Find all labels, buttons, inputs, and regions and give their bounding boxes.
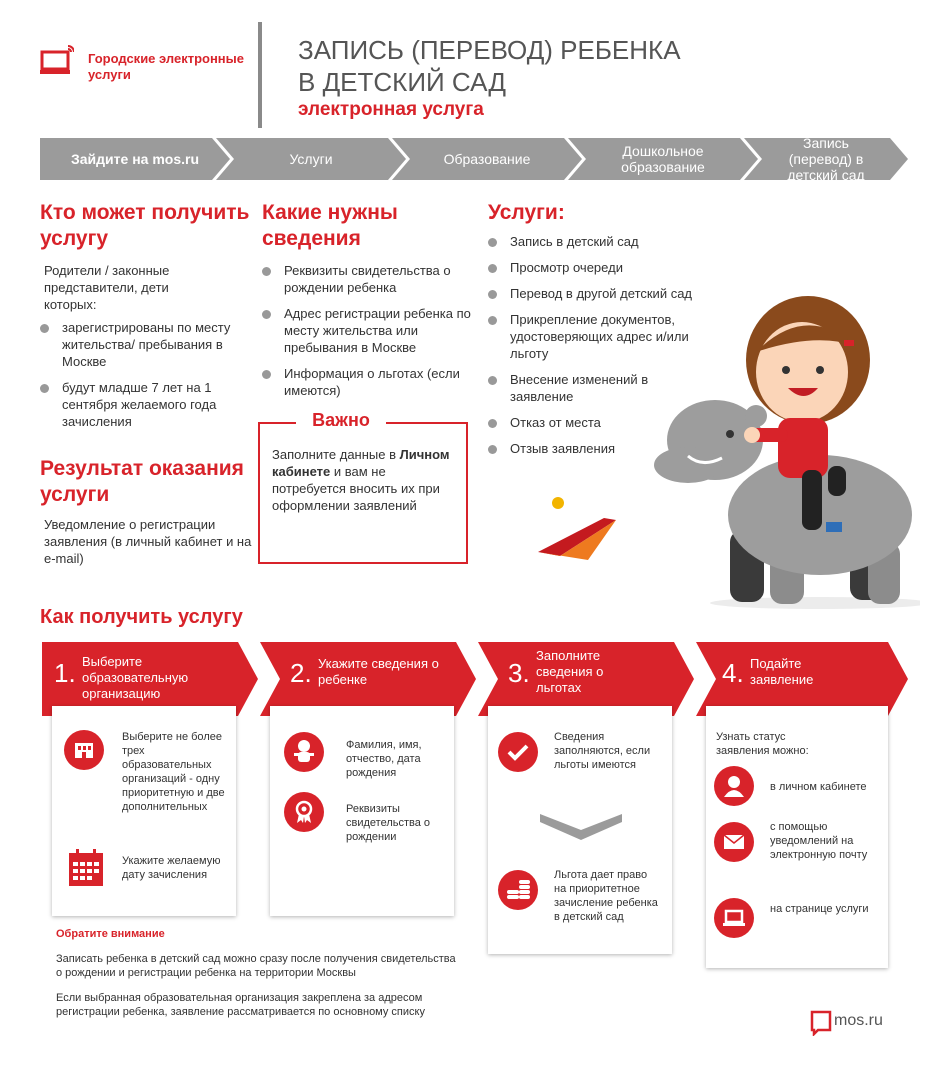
step-label: Заполните сведения о льготах [536,648,604,695]
step-3-card [488,706,672,954]
info-title: Какие нужны сведения [262,201,398,250]
important-title: Важно [296,410,386,431]
school-building-icon [64,730,104,770]
step-label: Укажите сведения о ребенке [318,656,439,687]
card-text: Выберите не более трех образовательных организаций - одну приоритетную и две дополнительных [122,731,225,813]
mosru-brand[interactable]: mos.ru [834,1012,883,1029]
step-2 [260,642,476,716]
breadcrumb-label: Запись (перевод) в детский сад [787,135,865,183]
step-4-card [706,706,888,968]
step-3 [478,642,694,716]
list-item: Отказ от места [488,414,698,431]
note-title: Обратите внимание [56,928,165,940]
step-label: Выберите образовательную организацию [82,654,189,701]
laptop-logo-icon [40,44,74,78]
card-text: Сведения заполняются, если льготы имеются [554,731,651,771]
page-title-line1: ЗАПИСЬ (ПЕРЕВОД) РЕБЕНКА [298,35,681,65]
card-text: Укажите желаемую дату зачисления [122,855,221,881]
list-item: Отзыв заявления [488,440,698,457]
certificate-icon [284,792,324,832]
breadcrumb-mosru[interactable] [40,138,230,180]
list-item: Информация о льготах (если имеются) [262,365,472,399]
breadcrumb-label: Зайдите на mos.ru [71,151,199,167]
card-text: Льгота дает право на приоритетное зачисление ребенка в детский сад [554,869,658,923]
envelope-icon [714,822,754,862]
girl-on-hippo-illustration [520,290,920,610]
header-divider [258,22,262,128]
page-title-line2: В ДЕТСКИЙ САД [298,67,506,97]
logo-text: Городские электронные услуги [88,51,244,82]
list-item: зарегистрированы по месту жительства/ пребывания в Москве [40,319,240,370]
note-paragraph-1: Записать ребенка в детский сад можно сразу после получения свидетельства о рождении и регистрации ребенка на территории Москвы [56,953,456,979]
list-item: Просмотр очереди [488,259,698,276]
important-text-bold: Личном кабинете [272,447,450,479]
checkmark-icon [498,732,538,772]
page-title [298,34,758,98]
arrow-down-icon [540,814,622,840]
card-text: с помощью уведомлений на электронную почту [770,821,868,861]
step-number: 3. [508,658,530,688]
breadcrumb-label: Услуги [289,151,333,167]
breadcrumb-preschool[interactable] [568,138,758,180]
who-title: Кто может получить услугу [40,201,250,250]
step-4 [696,642,908,716]
card-text: в личном кабинете [770,781,867,793]
child-icon [284,732,324,772]
laptop-icon [714,898,754,938]
breadcrumb-education[interactable] [392,138,582,180]
user-icon [714,766,754,806]
services-title: Услуги: [488,201,565,224]
info-list [262,262,472,408]
step-1 [42,642,258,716]
list-item: Перевод в другой детский сад [488,285,698,302]
list-item: Внесение изменений в заявление [488,371,698,405]
breadcrumb-label: Дошкольное образование [621,143,705,175]
step-2-card [270,706,454,916]
list-item: будут младше 7 лет на 1 сентября желаемого года зачисления [40,379,240,430]
step-number: 1. [54,658,76,688]
note-paragraph-2: Если выбранная образовательная организация закреплена за адресом регистрации ребенка, заявление рассматривается по основному списку [56,992,425,1018]
list-item: Реквизиты свидетельства о рождении ребенка [262,262,472,296]
list-item: Адрес регистрации ребенка по месту жительства или пребывания в Москве [262,305,472,356]
card-text: на странице услуги [770,903,869,915]
card-intro: Узнать статус заявления можно: [716,731,809,757]
breadcrumb-services[interactable] [216,138,406,180]
list-item: Прикрепление документов, удостоверяющих адрес и/или льготу [488,311,698,362]
calendar-icon [68,848,104,888]
step-label: Подайте заявление [750,656,814,687]
page-subtitle: электронная услуга [298,99,484,120]
who-list [40,319,240,439]
coins-icon [498,870,538,910]
breadcrumb-kindergarten[interactable] [744,135,908,183]
card-text: Фамилия, имя, отчество, дата рождения [346,739,422,779]
how-title: Как получить услугу [40,606,243,628]
result-title: Результат оказания услуги [40,457,244,506]
breadcrumb-label: Образование [443,151,531,167]
step-number: 4. [722,658,744,688]
result-text: Уведомление о регистрации заявления (в личный кабинет и на e-mail) [44,517,252,566]
important-text-b: и вам не потребуется вносить их при оформлении заявлений [272,464,440,513]
step-number: 2. [290,658,312,688]
list-item: Запись в детский сад [488,233,698,250]
mosru-logo-icon [810,1010,832,1036]
who-intro: Родители / законные представители, дети которых: [44,263,170,312]
important-text-a: Заполните данные в [272,447,400,462]
card-text: Реквизиты свидетельства о рождении [346,803,431,843]
step-1-card [52,706,236,916]
important-text [272,446,462,514]
